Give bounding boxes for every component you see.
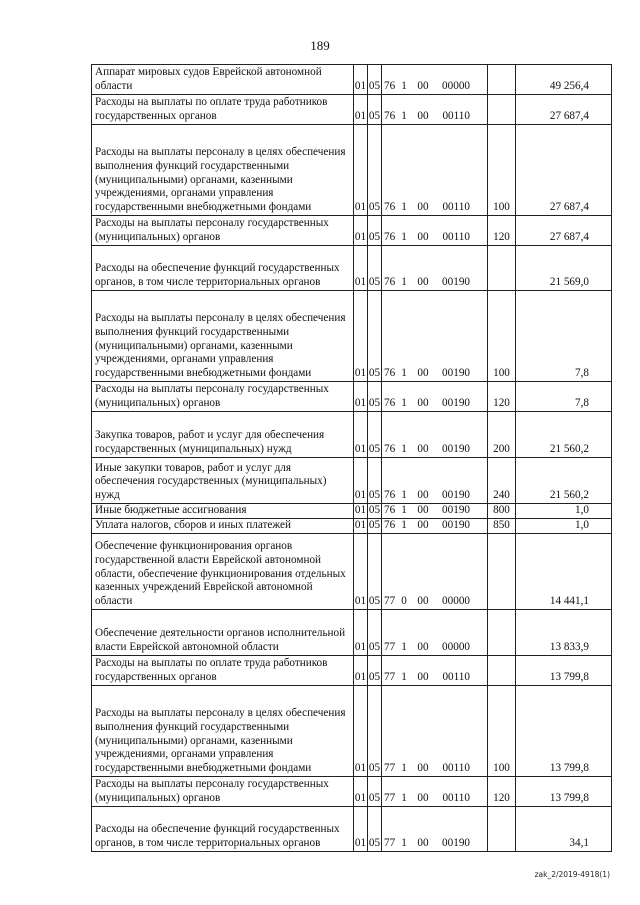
target-article-part: 00110 [442,792,470,805]
target-article-part: 76 [384,276,396,289]
row-description: Аппарат мировых судов Еврейской автономной области [92,65,354,95]
target-article-part: 00 [417,837,429,850]
row-expense-type: 240 [488,458,516,504]
page-number: 189 [310,38,330,53]
row-amount: 7,8 [516,291,612,382]
row-expense-type [488,807,516,852]
target-article-part: 00 [417,80,429,93]
target-article-part: 1 [401,231,407,244]
row-description: Уплата налогов, сборов и иных платежей [92,519,354,534]
target-article-part: 1 [401,671,407,684]
row-section-code: 01 [354,246,368,291]
row-amount: 27 687,4 [516,125,612,216]
row-expense-type: 100 [488,125,516,216]
row-subsection-code: 05 [368,216,382,246]
row-section-code: 01 [354,519,368,534]
row-expense-type [488,246,516,291]
target-article-part: 00190 [442,443,470,456]
target-article-part: 0 [401,595,407,608]
target-article-part: 77 [384,837,396,850]
row-target-article [382,95,488,125]
row-subsection-code: 05 [368,246,382,291]
row-subsection-code: 05 [368,125,382,216]
row-target-article [382,125,488,216]
row-target-article [382,777,488,807]
row-amount: 21 560,2 [516,458,612,504]
row-amount: 13 833,9 [516,610,612,656]
row-section-code: 01 [354,216,368,246]
row-amount: 13 799,8 [516,656,612,686]
row-target-article [382,686,488,777]
row-target-article [382,656,488,686]
row-target-article [382,216,488,246]
row-expense-type: 120 [488,216,516,246]
target-article-part: 00110 [442,110,470,123]
target-article-part: 76 [384,231,396,244]
target-article-part: 76 [384,519,396,532]
row-target-article [382,246,488,291]
table-row [92,610,612,656]
row-section-code: 01 [354,125,368,216]
row-target-article [382,382,488,412]
row-section-code: 01 [354,686,368,777]
row-target-article [382,807,488,852]
row-subsection-code: 05 [368,807,382,852]
row-subsection-code: 05 [368,519,382,534]
row-amount: 1,0 [516,504,612,519]
row-subsection-code: 05 [368,610,382,656]
row-target-article [382,534,488,610]
row-description: Расходы на выплаты по оплате труда работников государственных органов [92,656,354,686]
row-description: Расходы на выплаты по оплате труда работников государственных органов [92,95,354,125]
target-article-part: 00000 [442,595,470,608]
table-row [92,291,612,382]
row-amount: 49 256,4 [516,65,612,95]
target-article-part: 77 [384,762,396,775]
target-article-part: 76 [384,367,396,380]
target-article-part: 76 [384,504,396,517]
target-article-part: 1 [401,762,407,775]
row-expense-type: 850 [488,519,516,534]
target-article-part: 00 [417,641,429,654]
target-article-part: 00 [417,231,429,244]
target-article-part: 00 [417,519,429,532]
budget-table-body [92,65,612,852]
row-expense-type [488,610,516,656]
row-description: Обеспечение функционирования органов государственной власти Еврейской автономной области, обеспечение функционирования отдельных казенных учреждений Еврейской автономной области [92,534,354,610]
target-article-part: 00 [417,397,429,410]
target-article-part: 1 [401,276,407,289]
target-article-part: 00 [417,201,429,214]
row-section-code: 01 [354,382,368,412]
target-article-part: 1 [401,504,407,517]
table-row [92,777,612,807]
row-target-article [382,291,488,382]
target-article-part: 00110 [442,201,470,214]
target-article-part: 00190 [442,519,470,532]
target-article-part: 1 [401,489,407,502]
target-article-part: 00110 [442,671,470,684]
table-row [92,125,612,216]
row-description: Расходы на выплаты персоналу государственных (муниципальных) органов [92,382,354,412]
target-article-part: 76 [384,80,396,93]
table-row [92,458,612,504]
row-subsection-code: 05 [368,534,382,610]
row-expense-type: 120 [488,777,516,807]
row-section-code: 01 [354,610,368,656]
target-article-part: 1 [401,443,407,456]
target-article-part: 00110 [442,762,470,775]
row-subsection-code: 05 [368,777,382,807]
table-row [92,656,612,686]
target-article-part: 1 [401,397,407,410]
row-section-code: 01 [354,656,368,686]
row-description: Закупка товаров, работ и услуг для обеспечения государственных (муниципальных) нужд [92,412,354,458]
row-subsection-code: 05 [368,291,382,382]
row-section-code: 01 [354,777,368,807]
row-section-code: 01 [354,504,368,519]
target-article-part: 00000 [442,641,470,654]
target-article-part: 77 [384,792,396,805]
row-section-code: 01 [354,95,368,125]
row-section-code: 01 [354,534,368,610]
target-article-part: 1 [401,110,407,123]
row-description: Расходы на выплаты персоналу в целях обеспечения выполнения функций государственными (муниципальными) органами, казенными учреждениями, органами управления государственными внебюджетными фондами [92,125,354,216]
target-article-part: 1 [401,792,407,805]
table-row [92,246,612,291]
row-description: Иные бюджетные ассигнования [92,504,354,519]
row-amount: 21 560,2 [516,412,612,458]
row-subsection-code: 05 [368,412,382,458]
table-row [92,686,612,777]
row-target-article [382,412,488,458]
target-article-part: 1 [401,837,407,850]
row-expense-type [488,65,516,95]
table-row [92,504,612,519]
target-article-part: 1 [401,519,407,532]
target-article-part: 00 [417,792,429,805]
row-expense-type: 100 [488,291,516,382]
target-article-part: 1 [401,641,407,654]
target-article-part: 00 [417,276,429,289]
target-article-part: 00190 [442,276,470,289]
row-expense-type: 200 [488,412,516,458]
target-article-part: 00 [417,367,429,380]
target-article-part: 00190 [442,504,470,517]
row-subsection-code: 05 [368,382,382,412]
target-article-part: 1 [401,201,407,214]
row-description: Расходы на выплаты персоналу государственных (муниципальных) органов [92,216,354,246]
target-article-part: 00 [417,671,429,684]
table-row [92,65,612,95]
target-article-part: 77 [384,595,396,608]
row-subsection-code: 05 [368,504,382,519]
target-article-part: 1 [401,80,407,93]
target-article-part: 00 [417,443,429,456]
row-amount: 13 799,8 [516,686,612,777]
row-description: Расходы на выплаты персоналу государственных (муниципальных) органов [92,777,354,807]
footer-code: zak_2/2019-4918(1) [534,870,610,879]
row-amount: 1,0 [516,519,612,534]
row-description: Расходы на обеспечение функций государственных органов, в том числе территориальных органов [92,807,354,852]
target-article-part: 76 [384,489,396,502]
row-expense-type: 120 [488,382,516,412]
row-subsection-code: 05 [368,95,382,125]
target-article-part: 76 [384,443,396,456]
target-article-part: 1 [401,367,407,380]
row-target-article [382,519,488,534]
row-section-code: 01 [354,458,368,504]
target-article-part: 76 [384,110,396,123]
row-amount: 21 569,0 [516,246,612,291]
row-amount: 14 441,1 [516,534,612,610]
target-article-part: 00 [417,762,429,775]
table-row [92,519,612,534]
row-expense-type: 100 [488,686,516,777]
target-article-part: 00000 [442,80,470,93]
target-article-part: 00 [417,595,429,608]
table-row [92,95,612,125]
row-amount: 7,8 [516,382,612,412]
row-amount: 27 687,4 [516,95,612,125]
row-subsection-code: 05 [368,686,382,777]
table-row [92,412,612,458]
row-amount: 13 799,8 [516,777,612,807]
table-row [92,534,612,610]
table-row [92,382,612,412]
target-article-part: 00190 [442,367,470,380]
row-expense-type [488,656,516,686]
row-amount: 34,1 [516,807,612,852]
target-article-part: 00 [417,504,429,517]
target-article-part: 77 [384,641,396,654]
target-article-part: 00 [417,110,429,123]
target-article-part: 00190 [442,489,470,502]
row-description: Иные закупки товаров, работ и услуг для обеспечения государственных (муниципальных) нужд [92,458,354,504]
target-article-part: 00 [417,489,429,502]
row-amount: 27 687,4 [516,216,612,246]
table-row [92,807,612,852]
target-article-part: 00190 [442,837,470,850]
row-target-article [382,504,488,519]
row-description: Расходы на обеспечение функций государственных органов, в том числе территориальных органов [92,246,354,291]
row-target-article [382,458,488,504]
target-article-part: 00110 [442,231,470,244]
row-subsection-code: 05 [368,65,382,95]
budget-table [91,64,612,852]
row-target-article [382,610,488,656]
target-article-part: 76 [384,201,396,214]
row-subsection-code: 05 [368,458,382,504]
row-section-code: 01 [354,65,368,95]
row-expense-type [488,95,516,125]
target-article-part: 00190 [442,397,470,410]
row-description: Расходы на выплаты персоналу в целях обеспечения выполнения функций государственными (муниципальными) органами, казенными учреждениями, органами управления государственными внебюджетными фондами [92,291,354,382]
row-section-code: 01 [354,412,368,458]
row-expense-type: 800 [488,504,516,519]
row-description: Обеспечение деятельности органов исполнительной власти Еврейской автономной области [92,610,354,656]
row-target-article [382,65,488,95]
row-section-code: 01 [354,807,368,852]
row-expense-type [488,534,516,610]
target-article-part: 77 [384,671,396,684]
table-row [92,216,612,246]
row-subsection-code: 05 [368,656,382,686]
row-section-code: 01 [354,291,368,382]
row-description: Расходы на выплаты персоналу в целях обеспечения выполнения функций государственными (муниципальными) органами, казенными учреждениями, органами управления государственными внебюджетными фондами [92,686,354,777]
target-article-part: 76 [384,397,396,410]
